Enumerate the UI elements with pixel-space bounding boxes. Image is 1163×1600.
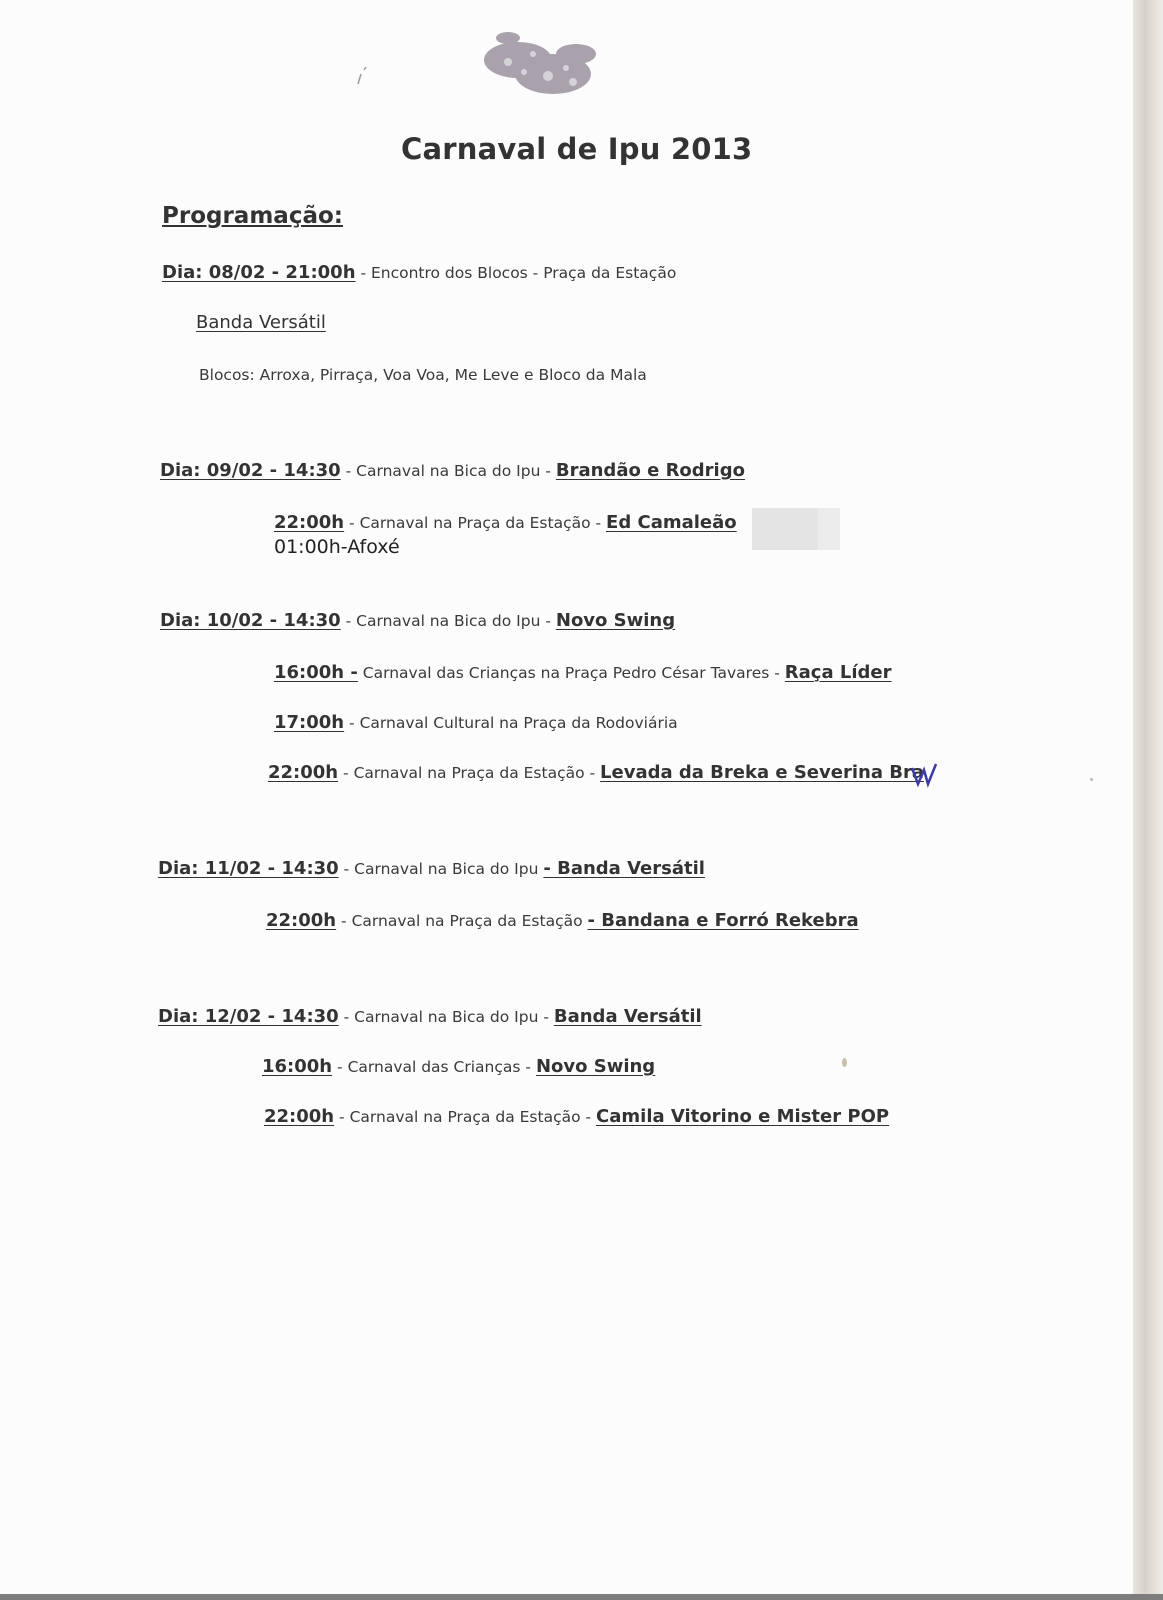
day4-event2-time: 22:00h <box>266 910 337 931</box>
day3-event2 <box>274 662 891 683</box>
day1-band: Banda Versátil <box>196 312 326 333</box>
day3-event3-text: - Carnaval Cultural na Praça da Rodoviária <box>344 714 678 732</box>
day3-event4 <box>268 762 924 783</box>
day2-event: - Carnaval na Bica do Ipu - <box>340 462 556 480</box>
day4-date: Dia: 11/02 - 14:30 <box>158 858 339 879</box>
day5-event3-artist: Camila Vitorino e Mister POP <box>596 1106 890 1127</box>
day5-event2-artist: Novo Swing <box>535 1056 656 1077</box>
day4-artist: - Banda Versátil <box>543 858 705 879</box>
day5-event3 <box>264 1106 889 1127</box>
day2-line <box>160 460 745 481</box>
day3-event: - Carnaval na Bica do Ipu - <box>340 612 556 630</box>
day4-line <box>158 858 705 879</box>
day2-event2-time: 22:00h <box>274 512 345 533</box>
page-title: Carnaval de Ipu 2013 <box>401 132 753 166</box>
day5-event3-text: - Carnaval na Praça da Estação - <box>334 1108 597 1126</box>
program-heading: Programação: <box>162 203 343 229</box>
ink-stamp-smudge <box>478 24 604 102</box>
day3-event2-time: 16:00h - <box>274 662 358 683</box>
day5-event2-time: 16:00h <box>262 1056 333 1077</box>
day1-date: Dia: 08/02 - 21:00h <box>162 262 356 283</box>
day5-artist: Banda Versátil <box>553 1006 702 1027</box>
paper-speck <box>1090 778 1093 781</box>
day4-event2-artist: - Bandana e Forró Rekebra <box>587 910 859 931</box>
day3-event4-time: 22:00h <box>268 762 339 783</box>
day5-event3-time: 22:00h <box>264 1106 335 1127</box>
day3-event2-text: Carnaval das Crianças na Praça Pedro César Tavares - <box>357 664 785 682</box>
day2-event3: 01:00h-Afoxé <box>274 536 400 558</box>
day1-event: - Encontro dos Blocos - Praça da Estação <box>355 264 677 282</box>
day1-blocos: Blocos: Arroxa, Pirraça, Voa Voa, Me Leve e Bloco da Mala <box>199 366 647 384</box>
day2-artist: Brandão e Rodrigo <box>555 460 745 481</box>
pen-mark <box>910 762 940 788</box>
day4-event2-text: - Carnaval na Praça da Estação <box>336 912 588 930</box>
day3-event2-artist: Raça Líder <box>784 662 892 683</box>
day3-event4-artist: Levada da Breka e Severina Bra <box>600 762 924 783</box>
ink-speck <box>352 64 372 88</box>
day3-date: Dia: 10/02 - 14:30 <box>160 610 341 631</box>
day4-event2 <box>266 910 859 931</box>
day3-artist: Novo Swing <box>555 610 676 631</box>
day4-event: - Carnaval na Bica do Ipu <box>338 860 544 878</box>
paper-edge-shadow <box>1133 0 1163 1600</box>
day5-line <box>158 1006 702 1027</box>
day5-event2 <box>262 1056 655 1077</box>
day5-date: Dia: 12/02 - 14:30 <box>158 1006 339 1027</box>
day1-line <box>162 262 676 283</box>
day2-event2 <box>274 512 737 533</box>
redaction-box <box>752 508 840 550</box>
day2-event2-artist: Ed Camaleão <box>606 512 737 533</box>
day5-event2-text: - Carnaval das Crianças - <box>332 1058 536 1076</box>
paper-speck <box>842 1058 847 1067</box>
scan-bottom-edge <box>0 1594 1163 1600</box>
day3-line <box>160 610 675 631</box>
day3-event4-text: - Carnaval na Praça da Estação - <box>338 764 601 782</box>
day3-event3-time: 17:00h <box>274 712 345 733</box>
day2-date: Dia: 09/02 - 14:30 <box>160 460 341 481</box>
day3-event3 <box>274 712 678 733</box>
day2-event2-text: - Carnaval na Praça da Estação - <box>344 514 607 532</box>
day5-event: - Carnaval na Bica do Ipu - <box>338 1008 554 1026</box>
